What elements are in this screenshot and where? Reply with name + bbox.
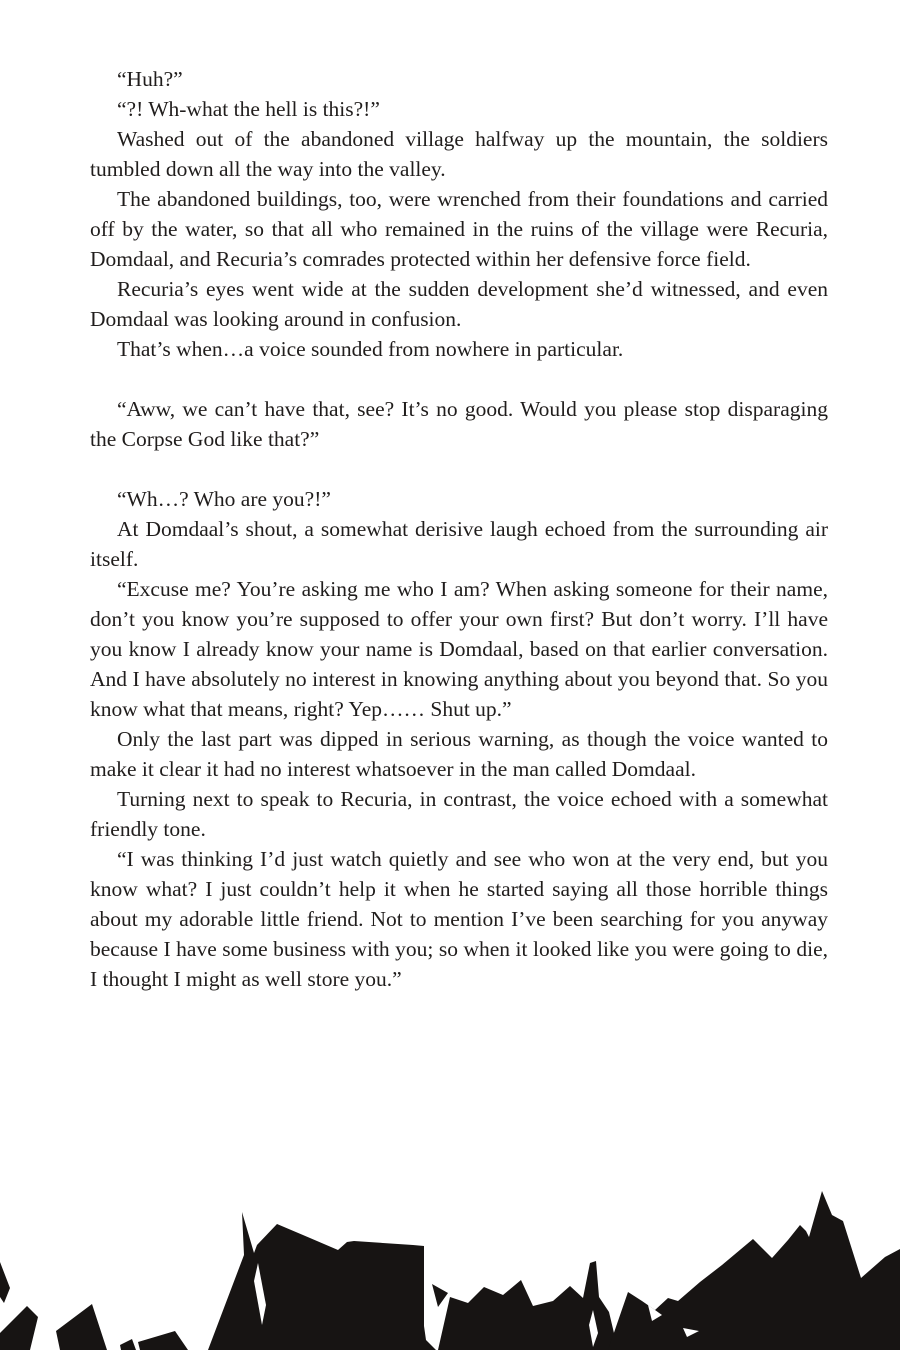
paragraph: At Domdaal’s shout, a somewhat derisive laugh echoed from the surrounding air itself. — [90, 517, 828, 571]
paragraph: “Aww, we can’t have that, see? It’s no good. Would you please stop disparaging the Corpse God like that?” — [90, 397, 828, 451]
paragraph: Only the last part was dipped in serious warning, as though the voice wanted to make it clear it had no interest whatsoever in the man called Domdaal. — [90, 727, 828, 781]
ink-mass-right — [608, 1191, 900, 1350]
paragraph: Turning next to speak to Recuria, in contrast, the voice echoed with a somewhat friendly tone. — [90, 787, 828, 841]
paragraph: Recuria’s eyes went wide at the sudden development she’d witnessed, and even Domdaal was looking around in confusion. — [90, 277, 828, 331]
paragraph: Washed out of the abandoned village halfway up the mountain, the soldiers tumbled down all the way into the valley. — [90, 127, 828, 181]
paragraph: The abandoned buildings, too, were wrenched from their foundations and carried off by the water, so that all who remained in the ruins of the village were Recuria, Domdaal, and Recuria’s comrades protected within her defensive force field. — [90, 187, 828, 271]
paragraph: “Huh?” — [117, 67, 183, 91]
body-text — [90, 64, 828, 994]
ink-mass-left — [208, 1212, 436, 1350]
paragraph: “?! Wh-what the hell is this?!” — [117, 97, 380, 121]
ink-shard — [0, 1262, 188, 1350]
paragraph: “Wh…? Who are you?!” — [117, 487, 331, 511]
jagged-ink-debris-silhouette — [0, 1185, 900, 1350]
paragraph: That’s when…a voice sounded from nowhere in particular. — [117, 337, 624, 361]
paragraph: “I was thinking I’d just watch quietly and see who won at the very end, but you know what? I just couldn’t help it when he started saying all those horrible things about my adorable little friend. Not to mention I’ve been searching for you anyway because I have some business with you; so when it looked like you were going to die, I thought I might as well store you.” — [90, 847, 828, 991]
ink-mass-middle — [438, 1261, 618, 1350]
paragraph: “Excuse me? You’re asking me who I am? When asking someone for their name, don’t you know you’re supposed to offer your own first? But don’t worry. I’ll have you know I already know your name is Domdaal, based on that earlier conversation. And I have absolutely no interest in knowing anything about you beyond that. So you know what that means, right? Yep…… Shut up.” — [90, 577, 828, 721]
